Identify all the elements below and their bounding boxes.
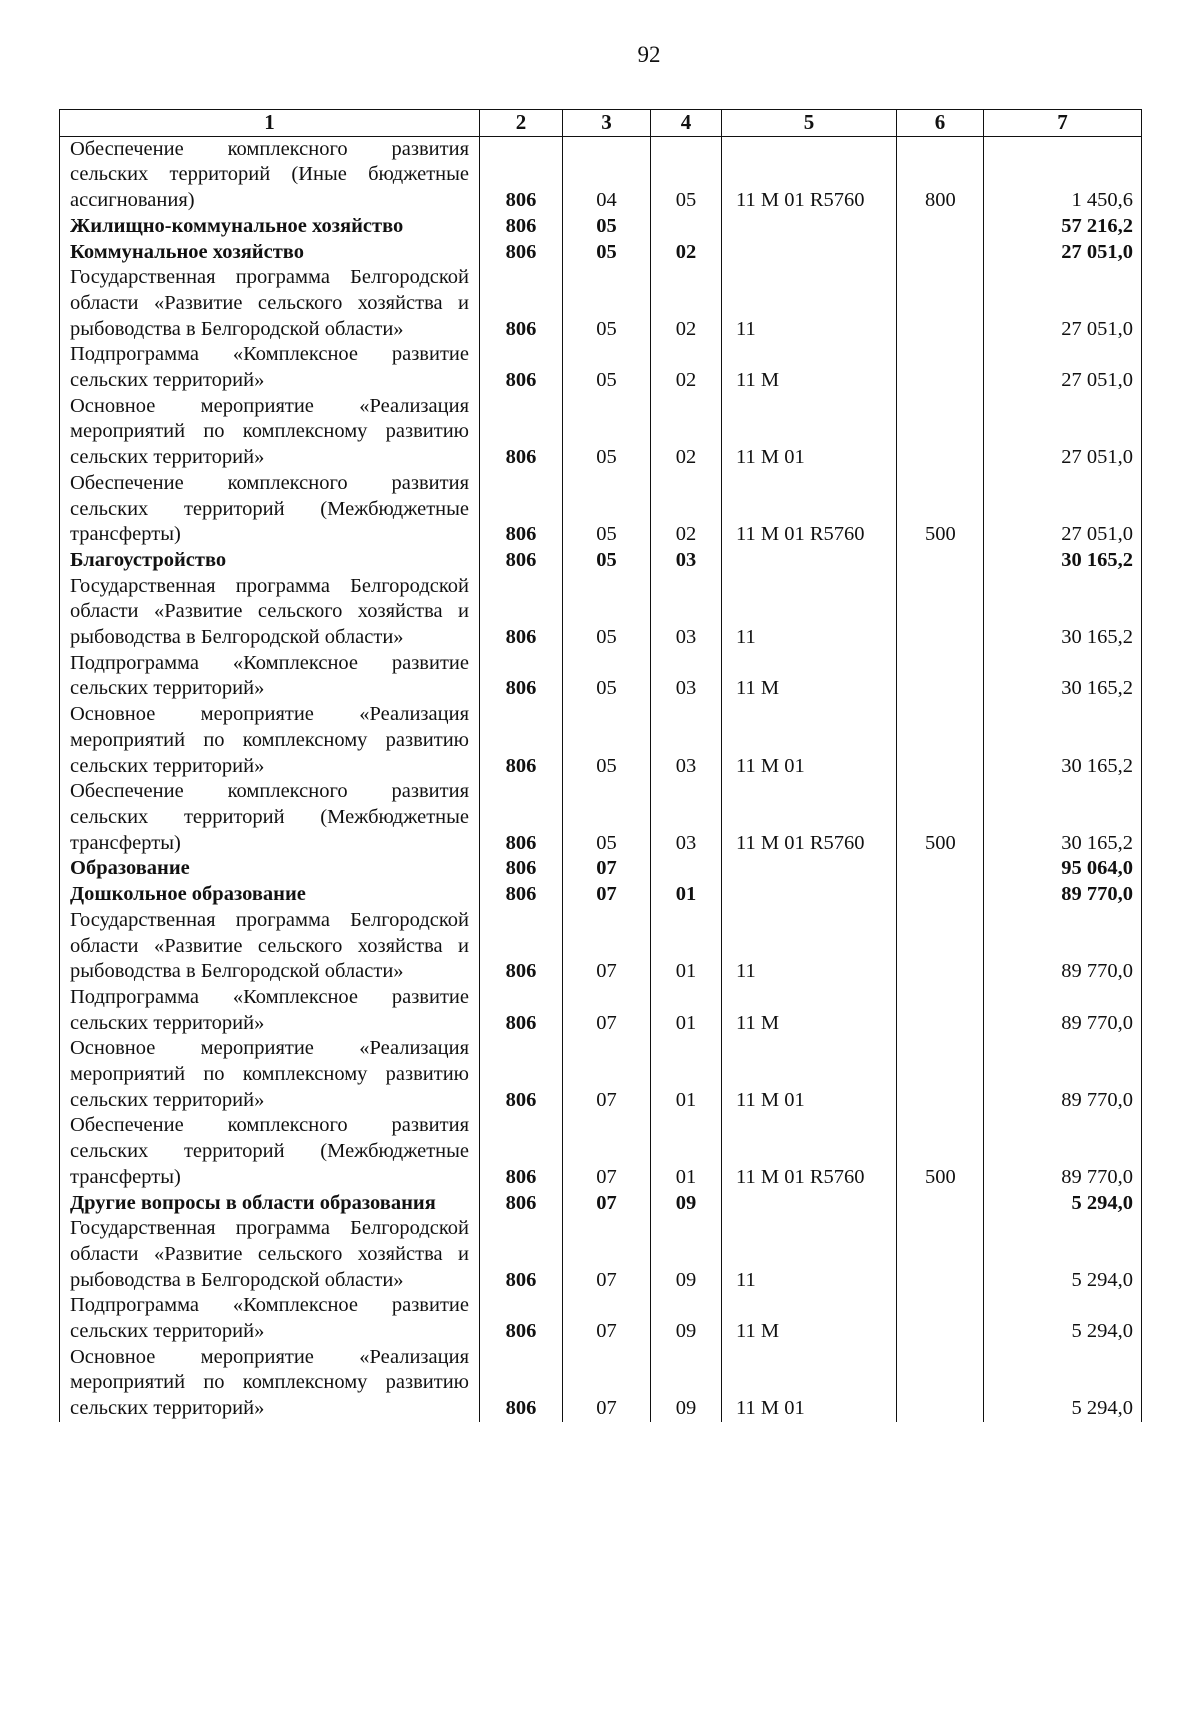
row-amount: 27 051,0 [984, 265, 1142, 342]
row-name: Обеспечение комплексного развития сельских территорий (Межбюджетные трансферты) [60, 471, 480, 548]
row-target-article: 11 [722, 574, 897, 651]
row-subsection: 09 [651, 1345, 722, 1422]
table-row [60, 240, 1142, 266]
header-col-4: 4 [651, 110, 722, 137]
row-ved: 806 [480, 651, 563, 702]
header-col-5: 5 [722, 110, 897, 137]
row-expense-type [897, 240, 984, 266]
row-ved: 806 [480, 240, 563, 266]
row-target-article: 11 [722, 1216, 897, 1293]
row-section: 07 [563, 908, 651, 985]
row-ved: 806 [480, 1216, 563, 1293]
row-amount: 30 165,2 [984, 702, 1142, 779]
header-col-6: 6 [897, 110, 984, 137]
header-col-7: 7 [984, 110, 1142, 137]
table-body [60, 136, 1142, 1422]
row-section: 07 [563, 882, 651, 908]
row-section: 05 [563, 651, 651, 702]
row-section: 04 [563, 136, 651, 214]
row-name: Обеспечение комплексного развития сельских территорий (Межбюджетные трансферты) [60, 779, 480, 856]
row-expense-type [897, 394, 984, 471]
row-section: 05 [563, 342, 651, 393]
row-name: Обеспечение комплексного развития сельских территорий (Иные бюджетные ассигнования) [60, 136, 480, 214]
row-subsection: 02 [651, 394, 722, 471]
row-ved: 806 [480, 214, 563, 240]
row-ved: 806 [480, 908, 563, 985]
row-target-article [722, 548, 897, 574]
row-target-article: 11 М 01 [722, 394, 897, 471]
row-subsection: 02 [651, 265, 722, 342]
row-section: 07 [563, 1191, 651, 1217]
row-target-article [722, 856, 897, 882]
row-subsection [651, 214, 722, 240]
row-section: 05 [563, 548, 651, 574]
row-expense-type [897, 548, 984, 574]
row-ved: 806 [480, 574, 563, 651]
row-name: Коммунальное хозяйство [60, 240, 480, 266]
row-section: 07 [563, 1293, 651, 1344]
row-subsection: 02 [651, 240, 722, 266]
row-name: Подпрограмма «Комплексное развитие сельских территорий» [60, 342, 480, 393]
table-row [60, 471, 1142, 548]
table-row [60, 1345, 1142, 1422]
row-expense-type: 500 [897, 471, 984, 548]
row-expense-type [897, 985, 984, 1036]
row-ved: 806 [480, 779, 563, 856]
row-amount: 5 294,0 [984, 1216, 1142, 1293]
row-target-article: 11 М [722, 342, 897, 393]
row-ved: 806 [480, 394, 563, 471]
row-subsection: 03 [651, 548, 722, 574]
row-amount: 1 450,6 [984, 136, 1142, 214]
row-target-article: 11 М [722, 985, 897, 1036]
row-name: Жилищно-коммунальное хозяйство [60, 214, 480, 240]
table-row [60, 265, 1142, 342]
row-subsection: 01 [651, 985, 722, 1036]
budget-table [59, 109, 1142, 1422]
row-target-article [722, 214, 897, 240]
table-row [60, 1191, 1142, 1217]
table-row [60, 548, 1142, 574]
row-name: Государственная программа Белгородской области «Развитие сельского хозяйства и рыбоводства в Белгородской области» [60, 908, 480, 985]
row-name: Государственная программа Белгородской области «Развитие сельского хозяйства и рыбоводства в Белгородской области» [60, 1216, 480, 1293]
row-target-article [722, 240, 897, 266]
row-name: Благоустройство [60, 548, 480, 574]
table-row [60, 1113, 1142, 1190]
row-amount: 30 165,2 [984, 651, 1142, 702]
table-row [60, 856, 1142, 882]
table-row [60, 1216, 1142, 1293]
row-target-article: 11 М 01 [722, 1345, 897, 1422]
row-target-article: 11 М 01 R5760 [722, 1113, 897, 1190]
row-target-article: 11 [722, 908, 897, 985]
row-amount: 89 770,0 [984, 1036, 1142, 1113]
row-amount: 27 051,0 [984, 342, 1142, 393]
row-target-article: 11 М [722, 651, 897, 702]
row-section: 05 [563, 702, 651, 779]
table-row [60, 136, 1142, 214]
row-amount: 89 770,0 [984, 985, 1142, 1036]
row-section: 07 [563, 856, 651, 882]
row-amount: 27 051,0 [984, 471, 1142, 548]
row-target-article: 11 М [722, 1293, 897, 1344]
row-ved: 806 [480, 1293, 563, 1344]
row-expense-type [897, 1216, 984, 1293]
row-expense-type [897, 1293, 984, 1344]
row-amount: 30 165,2 [984, 548, 1142, 574]
row-amount: 5 294,0 [984, 1345, 1142, 1422]
row-subsection: 03 [651, 702, 722, 779]
row-amount: 89 770,0 [984, 1113, 1142, 1190]
row-subsection: 02 [651, 471, 722, 548]
row-subsection: 03 [651, 651, 722, 702]
row-target-article: 11 М 01 R5760 [722, 779, 897, 856]
row-section: 05 [563, 240, 651, 266]
row-ved: 806 [480, 985, 563, 1036]
row-subsection: 03 [651, 574, 722, 651]
table-row [60, 779, 1142, 856]
row-name: Образование [60, 856, 480, 882]
row-expense-type [897, 882, 984, 908]
row-subsection: 09 [651, 1191, 722, 1217]
row-subsection: 05 [651, 136, 722, 214]
header-col-1: 1 [60, 110, 480, 137]
row-ved: 806 [480, 265, 563, 342]
row-subsection: 09 [651, 1216, 722, 1293]
table-row [60, 651, 1142, 702]
row-ved: 806 [480, 136, 563, 214]
row-target-article: 11 [722, 265, 897, 342]
row-amount: 57 216,2 [984, 214, 1142, 240]
row-name: Дошкольное образование [60, 882, 480, 908]
row-target-article: 11 М 01 [722, 1036, 897, 1113]
row-ved: 806 [480, 1345, 563, 1422]
header-row [60, 110, 1142, 137]
row-subsection: 02 [651, 342, 722, 393]
row-amount: 27 051,0 [984, 240, 1142, 266]
row-expense-type [897, 651, 984, 702]
row-amount: 89 770,0 [984, 908, 1142, 985]
row-expense-type [897, 1345, 984, 1422]
row-subsection: 09 [651, 1293, 722, 1344]
row-target-article: 11 М 01 [722, 702, 897, 779]
table-row [60, 574, 1142, 651]
row-name: Государственная программа Белгородской области «Развитие сельского хозяйства и рыбоводства в Белгородской области» [60, 265, 480, 342]
row-ved: 806 [480, 702, 563, 779]
row-subsection: 01 [651, 908, 722, 985]
row-ved: 806 [480, 1036, 563, 1113]
row-subsection: 01 [651, 1113, 722, 1190]
row-expense-type [897, 908, 984, 985]
row-subsection: 03 [651, 779, 722, 856]
row-expense-type [897, 214, 984, 240]
row-ved: 806 [480, 1191, 563, 1217]
row-ved: 806 [480, 548, 563, 574]
row-expense-type [897, 265, 984, 342]
row-expense-type [897, 856, 984, 882]
row-section: 05 [563, 265, 651, 342]
row-target-article: 11 М 01 R5760 [722, 136, 897, 214]
row-target-article [722, 882, 897, 908]
row-section: 07 [563, 1036, 651, 1113]
row-ved: 806 [480, 882, 563, 908]
table-row [60, 702, 1142, 779]
row-amount: 95 064,0 [984, 856, 1142, 882]
row-amount: 5 294,0 [984, 1293, 1142, 1344]
row-expense-type [897, 574, 984, 651]
row-amount: 5 294,0 [984, 1191, 1142, 1217]
row-target-article: 11 М 01 R5760 [722, 471, 897, 548]
row-name: Подпрограмма «Комплексное развитие сельских территорий» [60, 985, 480, 1036]
row-expense-type [897, 1036, 984, 1113]
row-section: 05 [563, 471, 651, 548]
row-section: 07 [563, 1113, 651, 1190]
row-section: 07 [563, 985, 651, 1036]
table-row [60, 882, 1142, 908]
row-subsection: 01 [651, 1036, 722, 1113]
row-name: Государственная программа Белгородской области «Развитие сельского хозяйства и рыбоводства в Белгородской области» [60, 574, 480, 651]
row-expense-type [897, 702, 984, 779]
row-name: Основное мероприятие «Реализация мероприятий по комплексному развитию сельских территорий» [60, 394, 480, 471]
header-col-3: 3 [563, 110, 651, 137]
row-target-article [722, 1191, 897, 1217]
table-row [60, 985, 1142, 1036]
table-row [60, 342, 1142, 393]
row-expense-type [897, 1191, 984, 1217]
header-col-2: 2 [480, 110, 563, 137]
row-amount: 30 165,2 [984, 779, 1142, 856]
row-subsection: 01 [651, 882, 722, 908]
row-subsection [651, 856, 722, 882]
row-name: Основное мероприятие «Реализация мероприятий по комплексному развитию сельских территорий» [60, 702, 480, 779]
row-amount: 27 051,0 [984, 394, 1142, 471]
row-section: 07 [563, 1345, 651, 1422]
row-expense-type: 500 [897, 1113, 984, 1190]
row-ved: 806 [480, 471, 563, 548]
row-name: Подпрограмма «Комплексное развитие сельских территорий» [60, 1293, 480, 1344]
row-name: Подпрограмма «Комплексное развитие сельских территорий» [60, 651, 480, 702]
row-name: Основное мероприятие «Реализация мероприятий по комплексному развитию сельских территорий» [60, 1036, 480, 1113]
table-row [60, 1293, 1142, 1344]
row-expense-type: 500 [897, 779, 984, 856]
row-ved: 806 [480, 342, 563, 393]
row-section: 05 [563, 574, 651, 651]
page-number: 92 [637, 42, 661, 67]
table-row [60, 1036, 1142, 1113]
row-amount: 89 770,0 [984, 882, 1142, 908]
row-expense-type: 800 [897, 136, 984, 214]
row-section: 05 [563, 394, 651, 471]
row-expense-type [897, 342, 984, 393]
row-ved: 806 [480, 1113, 563, 1190]
table-row [60, 394, 1142, 471]
row-name: Основное мероприятие «Реализация мероприятий по комплексному развитию сельских территорий» [60, 1345, 480, 1422]
row-section: 07 [563, 1216, 651, 1293]
table-row [60, 214, 1142, 240]
row-amount: 30 165,2 [984, 574, 1142, 651]
row-ved: 806 [480, 856, 563, 882]
row-name: Обеспечение комплексного развития сельских территорий (Межбюджетные трансферты) [60, 1113, 480, 1190]
table-row [60, 908, 1142, 985]
row-name: Другие вопросы в области образования [60, 1191, 480, 1217]
row-section: 05 [563, 214, 651, 240]
row-section: 05 [563, 779, 651, 856]
